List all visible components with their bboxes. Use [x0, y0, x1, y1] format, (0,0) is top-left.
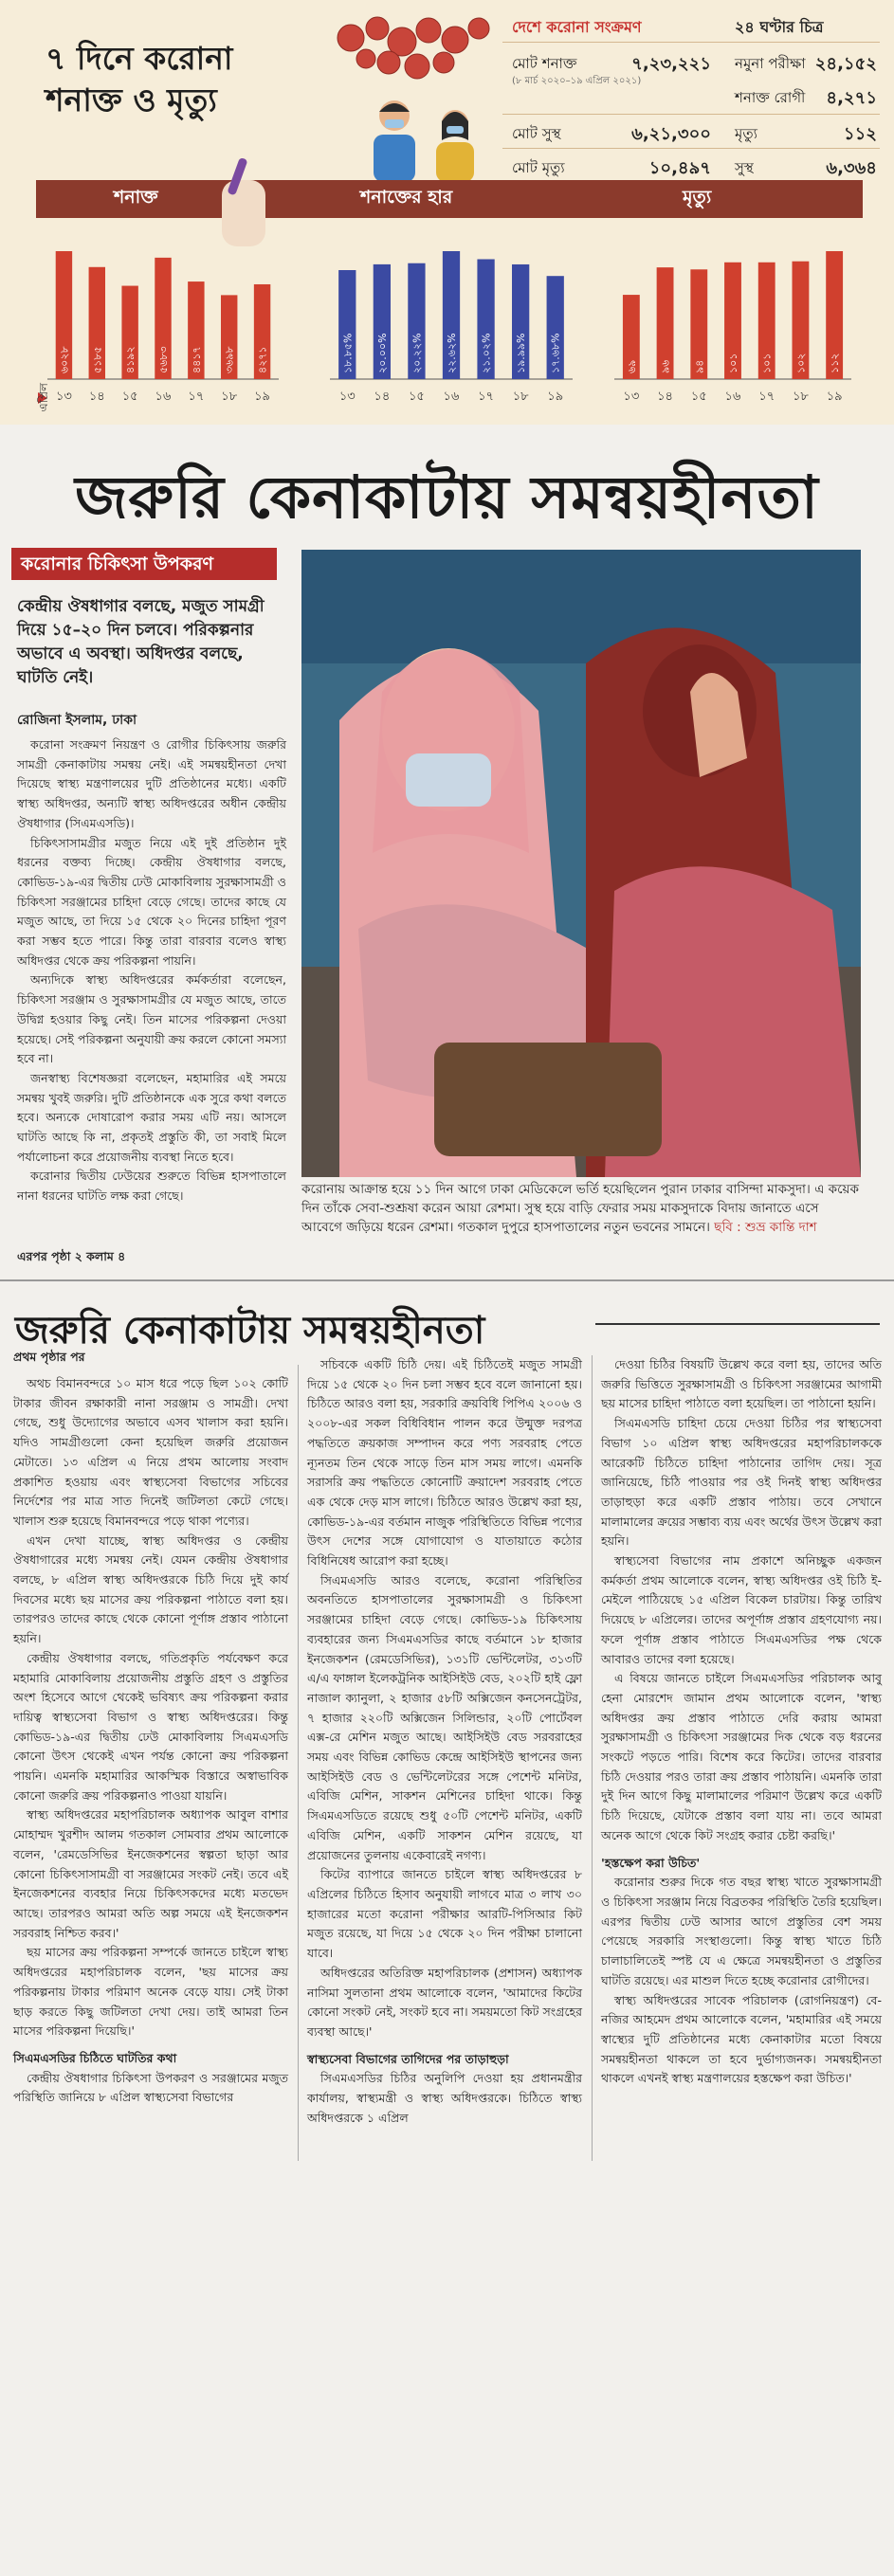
bar-value-label: ৩৬৯৮ — [223, 346, 236, 373]
covid-stats-table — [502, 15, 880, 186]
paragraph: সচিবকে একটি চিঠি দেয়। এই চিঠিতেই মজুত সামগ্রী দিয়ে ১৫ থেকে ২০ দিন চলা সম্ভব হবে বলে জানানো হয়। চিঠিতে আরও বলা হয়, সরকারি ক্রয়বিধি পিপিএ ২০০৬ ও ২০০৮-এর সকল বিধিবিধান পালন করে উন্মুক্ত দরপত্র পদ্ধতিতে ক্রয়কাজ সম্পাদন করে পণ্য সরবরাহ পেতে ন্যূনতম তিন থেকে সাড়ে তিন মাস সময় লাগে। এমনকি সরাসরি ক্রয় পদ্ধতিতে কোনোটি ক্রয়াদেশ সরবরাহ পেতে এক থেকে দেড় মাস লাগে। চিঠিতে আরও উল্লেখ করা হয়, কোভিড-১৯-এর বর্তমান নাজুক পরিস্থিতিতে বিভিন্ন পণ্যের উৎস দেশের সঙ্গে যোগাযোগ ও যাতায়াতে কঠোর বিধিনিষেধ আরোপ করা হচ্ছে। — [307, 1357, 582, 1569]
subheading: 'হস্তক্ষেপ করা উচিত' — [601, 1855, 701, 1870]
paragraph: স্বাস্থ্য অধিদপ্তরের সাবেক পরিচালক (রোগনিয়ন্ত্রণ) বে-নজির আহমেদ প্রথম আলোকে বলেন, 'মহামারির এই সময়ে স্বাস্থ্যের দুটি প্রতিষ্ঠানের মধ্যে কেনাকাটার মতো বিষয়ে সমন্বয়হীনতা থাকলে তা হবে দুর্ভাগ্যজনক। সমন্বয়হীনতা থাকলে এখনই স্বাস্থ্য মন্ত্রণালয়ের হস্তক্ষেপ করা উচিত।' — [601, 1992, 882, 2086]
photo-caption — [301, 1180, 861, 1237]
x-tick-label: ১৩ — [338, 390, 356, 404]
bar-value-label: ১০১ — [727, 353, 739, 373]
x-tick-label: ১৬ — [155, 390, 172, 404]
paragraph: কেন্দ্রীয় ঔষধাগার চিকিৎসা উপকরণ ও সরঞ্জামের মজুত পরিস্থিতি জানিয়ে ৮ এপ্রিল স্বাস্থ্যসেবা বিভাগের — [13, 2070, 288, 2105]
covid-bar-charts — [36, 220, 863, 412]
bar-value-label: ১০১ — [760, 353, 774, 373]
subheading: স্বাস্থ্যসেবা বিভাগের তাগিদের পর তাড়াহুড়া — [307, 2051, 509, 2066]
band-label-rate: শনাক্তের হার — [360, 187, 453, 208]
bar-value-label: ৪২৭১ — [256, 346, 269, 373]
paragraph: এ বিষয়ে জানতে চাইলে সিএমএসডির পরিচালক আবু হেনা মোরশেদ জামান প্রথম আলোকে বলেন, 'স্বাস্থ্য অধিদপ্তর ক্রয় প্রস্তাব পাঠাতে দেরি করায় আমরা সুরক্ষাসামগ্রী ও চিকিৎসা সরঞ্জামের দিক থেকে বড় ধরনের সংকটে পড়তে পারি। বিশেষ করে কিটের। তাদের বারবার চিঠি দেওয়ার পরও তারা ক্রয় প্রস্তাব পাঠায়নি। এমনকি তারা দুই দিন আগে কিছু মালামালের পরিমাণ উল্লেখ করে একটি চিঠি দিয়েছে, যেটাকে প্রস্তাব বলা যায় না। তবে আমরা অনেক আগে থেকে কিট সংগ্রহ করার চেষ্টা করছি।' — [601, 1671, 882, 1842]
x-tick-label: ১৯ — [254, 390, 271, 404]
x-tick-label: ১৫ — [690, 390, 707, 404]
column-rule — [298, 1365, 299, 2161]
column-rule — [592, 1355, 593, 2161]
x-tick-label: ১৭ — [478, 390, 495, 404]
paragraph: করোনার শুরুর দিকে গত বছর স্বাস্থ্য খাতে সুরক্ষাসামগ্রী ও চিকিৎসা সরঞ্জাম নিয়ে বিব্রতকর পরিস্থিতি তৈরি হয়েছিল। এরপর দ্বিতীয় ঢেউ আসার আগে প্রস্তুতির বেশ সময় পেয়েছে সরকারি সংস্থাগুলো। কিন্তু স্বাস্থ্য খাতে চিঠি চালাচালিতেই স্পষ্ট যে এ ক্ষেত্রে সমন্বয়হীনতা ও প্রস্তুতির ঘাটতি রয়েছে। এর মাশুল দিতে হচ্ছে করোনার রোগীদের। — [601, 1875, 882, 1987]
band-label-deaths: মৃত্যু — [683, 187, 712, 208]
stats-header-24h: ২৪ ঘণ্টার চিত্র — [735, 18, 824, 36]
recovered-label: সুস্থ — [735, 159, 754, 176]
bar-value-label: ৪১৯২ — [124, 346, 137, 373]
story-body — [17, 735, 286, 1206]
continued-from-page: প্রথম পৃষ্ঠার পর — [13, 1350, 85, 1364]
subheading: সিএমএসডির চিঠিতে ঘাটতির কথা — [13, 2050, 177, 2065]
x-tick-label: ১৪ — [657, 390, 674, 404]
paragraph: জনস্বাস্থ্য বিশেষজ্ঞরা বলেছেন, মহামারির এই সময়ে সমন্বয় খুবই জরুরি। দুটি প্রতিষ্ঠানকে এক সুরে কথা বলতে হবে। অন্যকে দোষারোপ করার সময় এটি নয়। আসলে ঘাটতি আছে কি না, প্রকৃতই প্রস্তুতি কী, তা সবাই মিলে পর্যালোচনা করে প্রয়োজনীয় ব্যবস্থা নিতে হবে। — [17, 1070, 286, 1164]
total-detected-label: মোট শনাক্ত — [512, 55, 577, 72]
new-cases-label: শনাক্ত রোগী — [735, 89, 806, 106]
x-tick-label: ১৪ — [374, 390, 391, 404]
bar-value-label: ১১২ — [829, 353, 842, 373]
x-tick-label: ১৬ — [443, 390, 460, 404]
x-tick-label: ১৯ — [826, 390, 843, 404]
column-2 — [307, 1355, 582, 2128]
x-tick-label: ১৫ — [408, 390, 425, 404]
caption-text: করোনায় আক্রান্ত হয়ে ১১ দিন আগে ঢাকা মেডিকেলে ভর্তি হয়েছিলেন পুরান ঢাকার বাসিন্দা মাকসুদা। এ কয়েক দিন তাঁকে সেবা-শুশ্রূষা করেন আয়া রেশমা। সুস্থ হয়ে বাড়ি ফেরার সময় মাকসুদাকে বিদায় জানাতে এসে আবেগে জড়িয়ে ধরেন রেশমা। গতকাল দুপুরে হাসপাতালের নতুন ভবনের সামনে। — [301, 1182, 859, 1235]
total-deaths-value: ১০,৪৯৭ — [648, 158, 711, 178]
paragraph: অধিদপ্তরের অতিরিক্ত মহাপরিচালক (প্রশাসন) অধ্যাপক নাসিমা সুলতানা প্রথম আলোকে বলেন, 'আমাদের কিটের কোনো সংকট নেই, সংকট হবে না। সময়মতো কিট সংগ্রহের ব্যবস্থা আছে।' — [307, 1965, 582, 2039]
lead-summary: কেন্দ্রীয় ঔষধাগার বলছে, মজুত সামগ্রী দিয়ে ১৫–২০ দিন চলবে। পরিকল্পনার অভাবে এ অবস্থা। অধিদপ্তর বলছে, ঘাটতি নেই। — [17, 597, 265, 687]
x-tick-label: ১৮ — [512, 390, 529, 404]
tests-value: ২৪,১৫২ — [814, 54, 877, 74]
infographic-title — [46, 38, 273, 121]
recovered-value: ৬,৩৬৪ — [826, 158, 877, 178]
paragraph: করোনার দ্বিতীয় ঢেউয়ের শুরুতে বিভিন্ন হাসপাতালে নানা ধরনের ঘাটতি লক্ষ করা গেছে। — [17, 1169, 286, 1204]
headline-rule — [595, 1323, 880, 1325]
april-label: এপ্রিল — [37, 383, 50, 412]
band-label-detected: শনাক্ত — [114, 187, 158, 208]
paragraph: সিএমএসডির চিঠির অনুলিপি দেওয়া হয় প্রধানমন্ত্রীর কার্যালয়, স্বাস্থ্যমন্ত্রী ও স্বাস্থ্য অধিদপ্তরকে। চিঠিতে স্বাস্থ্য অধিদপ্তরকে ১ এপ্রিল — [307, 2071, 582, 2125]
column-3 — [601, 1355, 882, 2089]
byline: রোজিনা ইসলাম, ঢাকা — [17, 713, 137, 728]
x-tick-label: ১৩ — [623, 390, 640, 404]
total-detected-value: ৭,২৩,২২১ — [631, 54, 711, 74]
paragraph: অথচ বিমানবন্দরে ১০ মাস ধরে পড়ে ছিল ১০২ কোটি টাকার জীবন রক্ষাকারী নানা সরঞ্জাম ও সামগ্রী। দেখা গেছে, শুধু উদ্যোগের অভাবে এসব খালাস করা হয়নি। যদিও সামগ্রীগুলো কেনা হয়েছিল জরুরি প্রয়োজন মেটাতে। ১৩ এপ্রিল এ নিয়ে প্রথম আলোয় সংবাদ প্রকাশিত হওয়ায় এবং স্বাস্থ্যসেবা বিভাগের সচিবের নির্দেশের পর মাত্র সাত দিনেই জটিলতা কেটে গেছে। খালাস শুরু হয়েছে বিমানবন্দরে পড়ে থাকা পণ্যের। — [13, 1376, 288, 1528]
continuation-headline: জরুরি কেনাকাটায় সমন্বয়হীনতা — [15, 1309, 485, 1352]
x-tick-label: ১৮ — [221, 390, 238, 404]
paragraph: চিকিৎসাসামগ্রীর মজুত নিয়ে এই দুই প্রতিষ্ঠান দুই ধরনের বক্তব্য দিচ্ছে। কেন্দ্রীয় ঔষধাগার বলছে, কোভিড-১৯-এর দ্বিতীয় ঢেউ মোকাবিলায় সুরক্ষাসামগ্রী ও চিকিৎসা সরঞ্জামের চাহিদা বেড়ে গেছে। তাদের কাছে যে মজুত আছে, তা দিয়ে ১৫ থেকে ২০ দিনের চাহিদা পূরণ করা সম্ভব হতে পারে। কিন্তু তারা বারবার বলেও স্বাস্থ্য অধিদপ্তর থেকে ক্রয় পরিকল্পনা পায়নি। — [17, 835, 286, 968]
continued-on-page: এরপর পৃষ্ঠা ২ কলাম ৪ — [17, 1249, 126, 1263]
people-with-masks-icon — [349, 95, 501, 182]
bar-value-label: ১৯.৯৯% — [515, 333, 528, 373]
paragraph: করোনা সংক্রমণ নিয়ন্ত্রণ ও রোগীর চিকিৎসায় জরুরি সামগ্রী কেনাকাটায় সমন্বয় নেই। এই সমন্বয়হীনতা দেখা দিয়েছে স্বাস্থ্য মন্ত্রণালয়ের দুটি প্রতিষ্ঠানের মধ্যে। একটি স্বাস্থ্য অধিদপ্তর, অন্যটি স্বাস্থ্য অধিদপ্তরের অধীন কেন্দ্রীয় ঔষধাগার (সিএমএসডি)। — [17, 737, 286, 830]
x-tick-label: ১৬ — [724, 390, 741, 404]
bar-value-label: ৪৪১৭ — [190, 346, 203, 373]
bar-value-label: ১৭.৬৮% — [549, 333, 562, 373]
bar-value-label: ৬০২৮ — [58, 346, 71, 373]
tests-label: নমুনা পরীক্ষা — [735, 55, 806, 72]
bar-value-label: ৯৪ — [693, 359, 706, 373]
bar-value-label: ২০.২২% — [411, 333, 424, 373]
virus-cluster-icon — [322, 9, 502, 85]
deaths-label: মৃত্যু — [735, 125, 757, 142]
infographic-title-line1: ৭ দিনে করোনা — [46, 40, 233, 77]
x-tick-label: ১৩ — [55, 390, 72, 404]
paragraph: সিএমএসডি চাহিদা চেয়ে দেওয়া চিঠির পর স্বাস্থ্যসেবা বিভাগ ১০ এপ্রিল স্বাস্থ্য অধিদপ্তরের মহাপরিচালককে আরেকটি চিঠিতে চাহিদা পাঠানোর তাগিদ দেয়। সূত্র জানিয়েছে, চিঠি পাওয়ার পর ওই দিনই স্বাস্থ্য অধিদপ্তর তাড়াহুড়া করে একটি প্রস্তাব পাঠায়। তবে সেখানে মালামালের ক্রয়ের সম্ভাব্য ব্যয় এবং অর্থের উৎস উল্লেখ করা হয়নি। — [601, 1416, 882, 1549]
bar-value-label: ২০.০০% — [375, 333, 389, 373]
bar-value-label: ৫৬৮৩ — [157, 346, 170, 373]
bar-value-label: ৯৬ — [659, 359, 672, 373]
bar-value-label: ৫১৮৫ — [91, 346, 104, 373]
x-tick-label: ১৪ — [88, 390, 105, 404]
stats-divider — [502, 42, 880, 43]
deaths-value: ১১২ — [843, 124, 877, 144]
total-recovered-label: মোট সুস্থ — [512, 125, 561, 142]
section-divider — [0, 1279, 894, 1281]
total-detected-note: (৮ মার্চ ২০২০–১৯ এপ্রিল ২০২১) — [512, 76, 642, 86]
bar-value-label: ২২.৬২% — [446, 333, 458, 373]
column-1 — [13, 1374, 288, 2108]
paragraph: স্বাস্থ্যসেবা বিভাগের নাম প্রকাশে অনিচ্ছুক একজন কর্মকর্তা প্রথম আলোকে বলেন, স্বাস্থ্য অধিদপ্তর ওই চিঠি ই-মেইলে পাঠিয়েছে ১৫ এপ্রিল বিকেল চারটায়। কিন্তু তারিখ দিয়েছে ৮ এপ্রিলের। তাদের অপূর্ণাঙ্গ প্রস্তাব গ্রহণযোগ্য নয়। ফলে পূর্ণাঙ্গ প্রস্তাব পাঠাতে সিএমএসডির পক্ষ থেকে আবারও তাদের বলা হয়েছে। — [601, 1553, 882, 1666]
x-tick-label: ১৮ — [792, 390, 809, 404]
stats-header-total: দেশে করোনা সংক্রমণ — [512, 18, 642, 36]
paragraph: কিটের ব্যাপারে জানতে চাইলে স্বাস্থ্য অধিদপ্তরের ৮ এপ্রিলের চিঠিতে হিসাব অনুযায়ী লাগবে মাত্র ৩ লাখ ৩০ হাজারের মতো করোনা পরীক্ষার আরটি-পিসিআর কিট মজুত রয়েছে, যা দিয়ে ১৫ থেকে ২০ দিন পরীক্ষা চালানো যাবে। — [307, 1867, 582, 1961]
stats-divider — [502, 114, 880, 115]
main-headline: জরুরি কেনাকাটায় সমন্বয়হীনতা — [75, 463, 819, 532]
bar-value-label: ৬৯ — [625, 359, 638, 373]
stats-divider — [502, 148, 880, 149]
photo-credit: ছবি : শুভ্র কান্তি দাশ — [714, 1220, 817, 1235]
section-tag: করোনার চিকিৎসা উপকরণ — [11, 548, 277, 580]
x-tick-label: ১৫ — [121, 390, 138, 404]
x-tick-label: ১৯ — [547, 390, 564, 404]
paragraph: কেন্দ্রীয় ঔষধাগার বলছে, গতিপ্রকৃতি পর্যবেক্ষণ করে মহামারি মোকাবিলায় প্রয়োজনীয় প্রস্তুতি গ্রহণ ও প্রস্তুতির অংশ হিসেবে আগে থেকেই ভবিষ্যৎ ক্রয় পরিকল্পনা করার দায়িত্ব স্বাস্থ্যসেবা বিভাগ ও স্বাস্থ্য অধিদপ্তরের। কিন্তু কোভিড-১৯-এর দ্বিতীয় ঢেউ মোকাবিলায় সিএমএসডি কোনো উৎস থেকেই এখন পর্যন্ত কোনো ক্রয় পরিকল্পনা পায়নি। এমনকি মহামারির আকস্মিক বিস্তারে অস্বাভাবিক কোনো জরুরি ক্রয় পরিকল্পনাও পাওয়া যায়নি। — [13, 1650, 288, 1803]
news-photo — [301, 550, 861, 1177]
covid-infographic — [0, 0, 894, 425]
x-tick-label: ১৭ — [758, 390, 775, 404]
bar-value-label: ১৮.৮৫% — [341, 333, 355, 373]
paragraph: ছয় মাসের ক্রয় পরিকল্পনা সম্পর্কে জানতে চাইলে স্বাস্থ্য অধিদপ্তরের মহাপরিচালক বলেন, 'ছয় মাসের ক্রয় পরিকল্পনায় টাকার পরিমাণ অনেক বেড়ে যায়। সেই টাকা ছাড় করতে কিছু জটিলতা দেখা দেয়। তাই আমরা তিন মাসের পরিকল্পনা দিয়েছি।' — [13, 1945, 288, 2039]
bar-value-label: ২১.০২% — [480, 333, 493, 373]
total-recovered-value: ৬,২১,৩০০ — [631, 124, 711, 144]
new-cases-value: ৪,২৭১ — [826, 88, 877, 108]
paragraph: সিএমএসডি আরও বলেছে, করোনা পরিস্থিতির অবনতিতে হাসপাতালের সুরক্ষাসামগ্রী ও চিকিৎসা সরঞ্জামের চাহিদা বেড়ে গেছে। কোভিড-১৯ চিকিৎসায় ব্যবহারের জন্য সিএমএসডির কাছে বর্তমানে ১৮ হাজার ইনজেকশন (রেমডেসিভির), ১৩১টি ভেন্টিলেটর, ৩১৩টি এ/এ ফাঙ্গাল ইলেকট্রনিক আইসিইউ বেড, ২০২টি হাই ফ্লো নাজাল ক্যানুলা, ২ হাজার ৫৮টি অক্সিজেন কনসেনট্রেটর, ৭ হাজার ২২০টি অক্সিজেন সিলিন্ডার, ২০টি পোর্টেবল এক্স-রে মেশিন মজুত আছে। আইসিইউ বেড সরবরাহের সময় এবং বিভিন্ন কোভিড কেন্দ্রে আইসিইউ স্থাপনের জন্য আইসিইউ বেড ও ভেন্টিলেটরের সঙ্গে পেশেন্ট মনিটর, এবিজি মেশিন, সাকশন মেশিনের চাহিদা থাকে। কিন্তু সিএমএসডিতে রয়েছে শুধু ৫০টি পেশেন্ট মনিটর, একটি এবিজি মেশিন, একটি সাকশন মেশিন রয়েছে, যা প্রয়োজনের তুলনায় একেবারেই নগণ্য। — [307, 1572, 582, 1862]
total-deaths-label: মোট মৃত্যু — [512, 159, 565, 176]
paragraph: অন্যদিকে স্বাস্থ্য অধিদপ্তরের কর্মকর্তারা বলেছেন, চিকিৎসা সরঞ্জাম ও সুরক্ষাসামগ্রীর যে মজুত আছে, তাতে উদ্বিগ্ন হওয়ার কিছু নেই। তিন মাসের পরিকল্পনা দেওয়া হয়েছে। সেই পরিকল্পনা অনুযায়ী ক্রয় করলে কোনো সমস্যা হবে না। — [17, 972, 286, 1066]
paragraph: এখন দেখা যাচ্ছে, স্বাস্থ্য অধিদপ্তর ও কেন্দ্রীয় ঔষধাগারের মধ্যে সমন্বয় নেই। যেমন কেন্দ্রীয় ঔষধাগার বলছে, ৮ এপ্রিল স্বাস্থ্য অধিদপ্তরকে চিঠি দিয়ে দুই কার্য দিবসের মধ্যে ছয় মাসের ক্রয় পরিকল্পনা পাঠাতে বলা হয়। তারপরও তাদের কাছে থেকে কোনো পূর্ণাঙ্গ প্রস্তাব পাঠানো হয়নি। — [13, 1533, 288, 1646]
paragraph: দেওয়া চিঠির বিষয়টি উল্লেখ করে বলা হয়, তাদের অতি জরুরি ভিত্তিতে সুরক্ষাসামগ্রী ও চিকিৎসা সরঞ্জামের আগামী ছয় মাসের চাহিদা পাঠাতে বলা হয়েছিল। তা পাঠানো হয়নি। — [601, 1357, 882, 1411]
x-tick-label: ১৭ — [188, 390, 205, 404]
infographic-title-line2: শনাক্ত ও মৃত্যু — [46, 82, 217, 118]
paragraph: স্বাস্থ্য অধিদপ্তরের মহাপরিচালক অধ্যাপক আবুল বাশার মোহাম্মদ খুরশীদ আলম গতকাল সোমবার প্রথম আলোকে বলেন, 'রেমডেসিভির ইনজেকশনের স্বল্পতা ছাড়া আর কোনো চিকিৎসাসামগ্রী বা সরঞ্জামের সংকট নেই। তবে এই ইনজেকশনের ব্যবহার নিয়ে চিকিৎসকদের মধ্যে মতভেদ আছে। তারপরও আমরা অতি অল্প সময়ে এই ইনজেকশন সরবরাহ নিশ্চিত করব।' — [13, 1807, 288, 1940]
bar-value-label: ১০২ — [794, 353, 808, 373]
